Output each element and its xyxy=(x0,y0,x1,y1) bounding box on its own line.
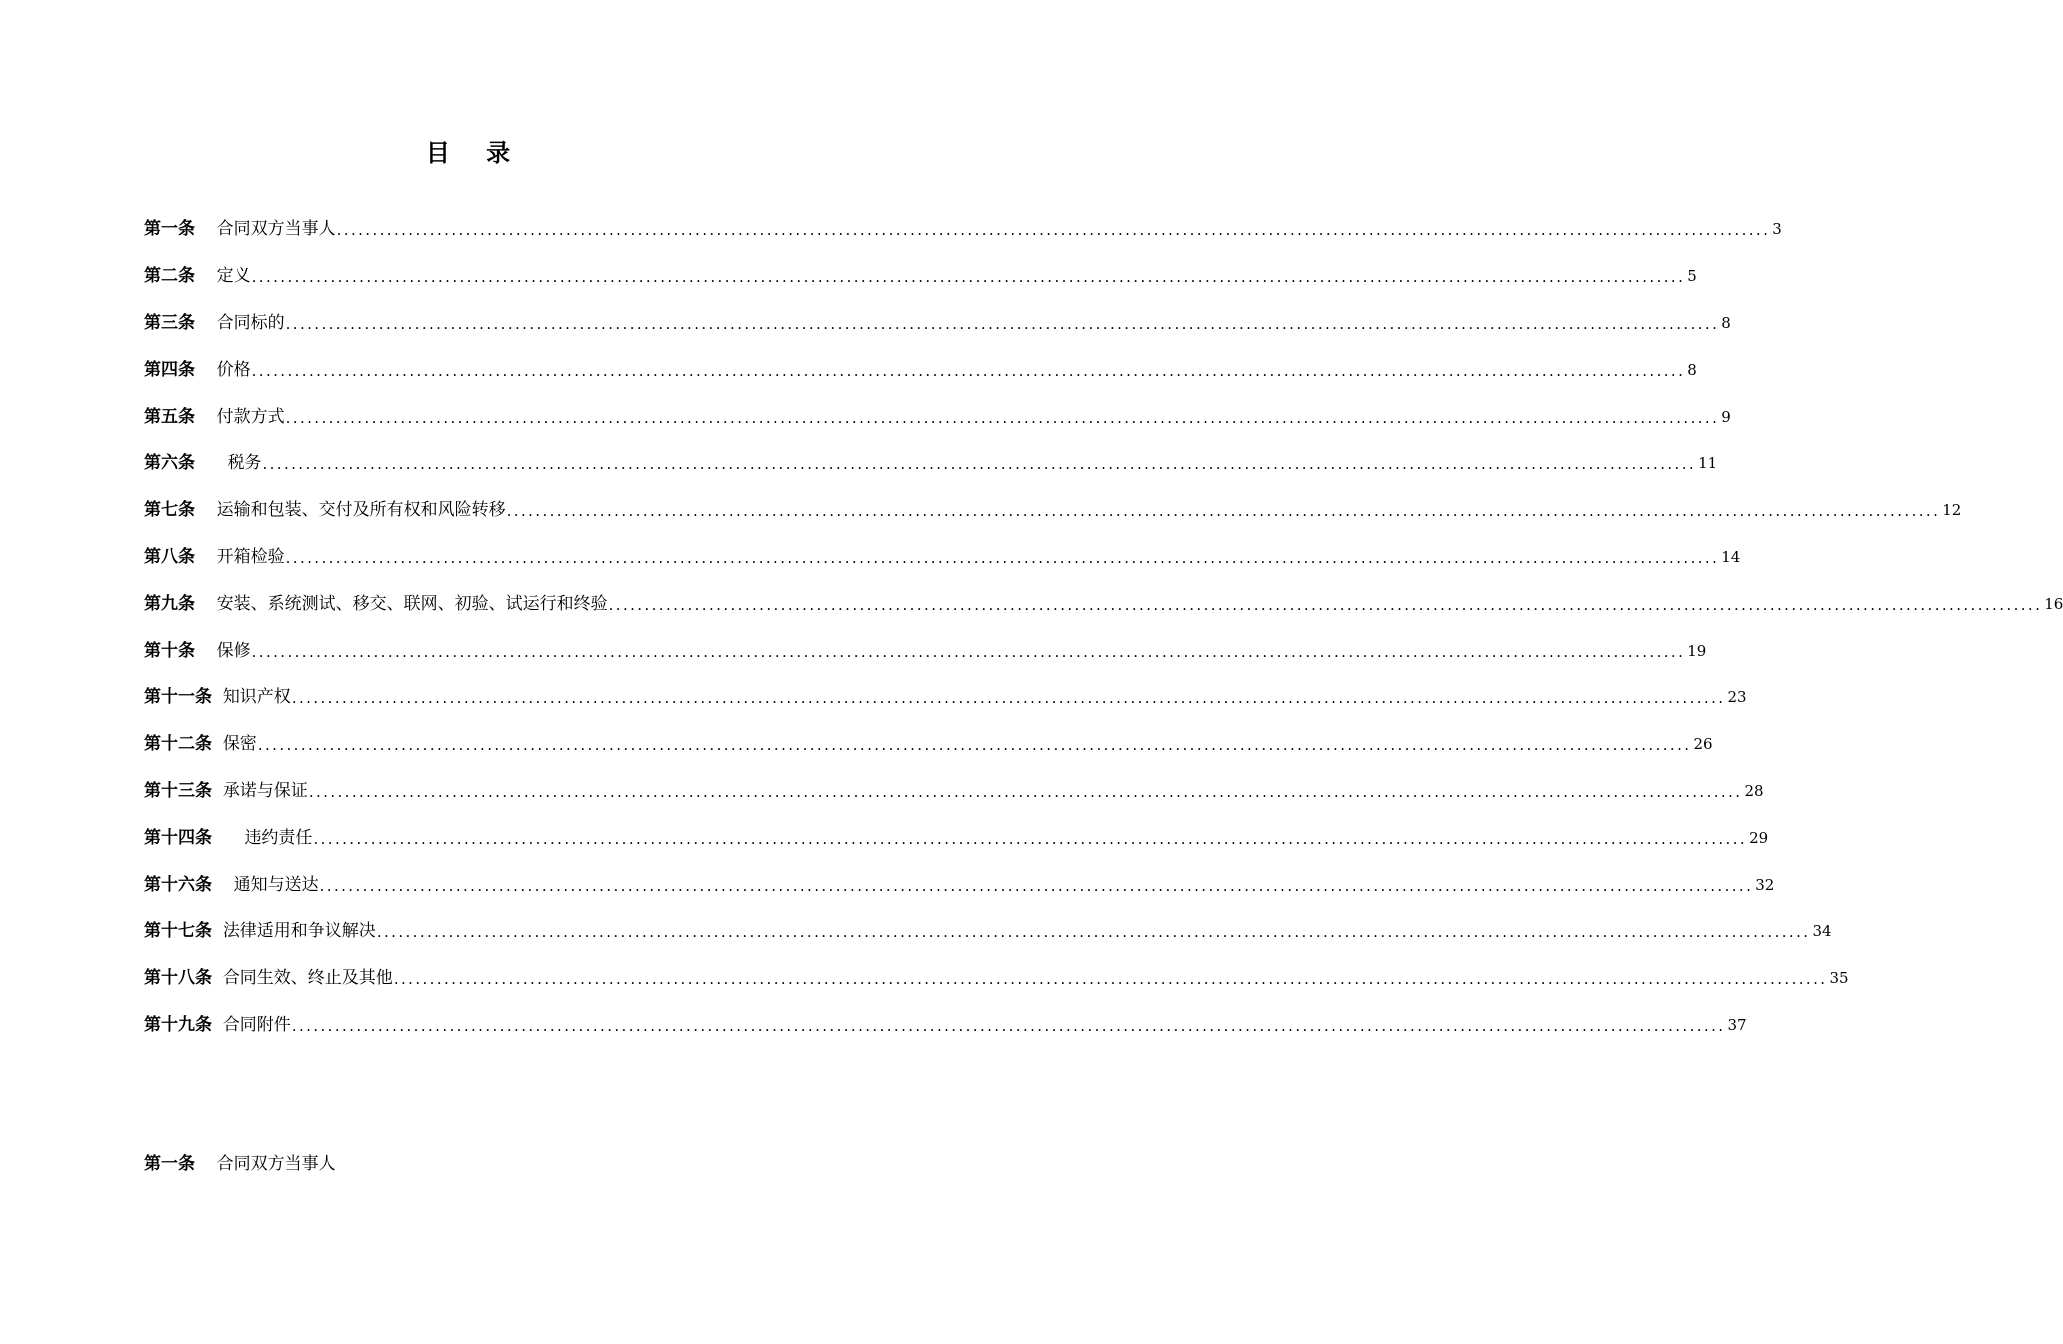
toc-list xyxy=(144,206,2063,1048)
toc-entry-leader: ........................................................................................................................................................................................................ xyxy=(251,361,1686,380)
toc-entry-leader: ........................................................................................................................................................................................................ xyxy=(376,923,1811,942)
toc-entry[interactable] xyxy=(144,346,1697,393)
toc-entry-number: 第十七条 xyxy=(144,921,212,942)
toc-entry-label: 合同标的 xyxy=(216,312,285,333)
toc-entry-gap xyxy=(195,312,217,334)
toc-entry-label: 合同双方当事人 xyxy=(216,219,336,240)
toc-entry-number: 第十九条 xyxy=(144,1014,212,1035)
toc-entry-label: 合同附件 xyxy=(222,1014,291,1035)
toc-entry-page-number: 19 xyxy=(1687,641,1707,660)
toc-entry-label: 通知与送达 xyxy=(233,874,319,895)
toc-entry[interactable] xyxy=(144,627,1707,674)
toc-entry[interactable] xyxy=(144,393,1731,440)
toc-entry[interactable] xyxy=(144,721,1713,768)
toc-entry-gap xyxy=(195,452,227,474)
toc-entry-label: 开箱检验 xyxy=(216,546,285,567)
toc-entry-number: 第十六条 xyxy=(144,874,212,895)
toc-entry-page-number: 8 xyxy=(1721,313,1731,332)
toc-entry-page-number: 16 xyxy=(2044,594,2063,613)
toc-entry-label: 保密 xyxy=(222,734,257,755)
toc-entry[interactable] xyxy=(144,206,1782,253)
toc-entry-gap xyxy=(195,218,217,240)
toc-entry-leader: ........................................................................................................................................................................................................ xyxy=(506,502,1941,521)
toc-entry-label: 知识产权 xyxy=(222,687,291,708)
toc-entry[interactable] xyxy=(144,1002,1747,1049)
toc-entry-label: 承诺与保证 xyxy=(222,780,308,801)
toc-entry-number: 第一条 xyxy=(144,219,195,240)
section-number: 第一条 xyxy=(144,1154,195,1174)
toc-entry-number: 第九条 xyxy=(144,593,195,614)
toc-entry-leader: ........................................................................................................................................................................................................ xyxy=(291,1016,1726,1035)
toc-entry[interactable] xyxy=(144,955,1849,1002)
toc-entry-gap xyxy=(212,686,223,708)
toc-entry[interactable] xyxy=(144,674,1747,721)
toc-entry[interactable] xyxy=(144,861,1775,908)
section-label: 合同双方当事人 xyxy=(216,1154,336,1174)
toc-entry[interactable] xyxy=(144,300,1731,347)
toc-entry-gap xyxy=(195,265,217,287)
toc-entry-gap xyxy=(195,406,217,428)
toc-entry-number: 第十八条 xyxy=(144,968,212,989)
toc-entry[interactable] xyxy=(144,814,1769,861)
section-heading xyxy=(144,1151,336,1177)
toc-entry-page-number: 8 xyxy=(1687,360,1697,379)
toc-entry-page-number: 14 xyxy=(1721,547,1741,566)
toc-entry-number: 第六条 xyxy=(144,453,195,474)
toc-entry-number: 第十三条 xyxy=(144,780,212,801)
toc-entry-label: 法律适用和争议解决 xyxy=(222,921,376,942)
toc-entry-page-number: 34 xyxy=(1812,922,1832,941)
toc-entry-gap xyxy=(212,920,223,942)
toc-title: 目 录 xyxy=(425,139,525,167)
toc-entry-gap xyxy=(212,874,234,896)
toc-entry-label: 违约责任 xyxy=(244,827,313,848)
toc-entry-page-number: 11 xyxy=(1698,454,1718,473)
toc-entry-number: 第十条 xyxy=(144,640,195,661)
toc-entry-number: 第四条 xyxy=(144,359,195,380)
section-gap xyxy=(195,1154,217,1174)
toc-entry[interactable] xyxy=(144,534,1741,581)
toc-entry-leader: ........................................................................................................................................................................................................ xyxy=(336,221,1771,240)
toc-entry[interactable] xyxy=(144,768,1764,815)
toc-entry-gap xyxy=(195,359,217,381)
toc-entry-gap xyxy=(195,593,217,615)
toc-entry-leader: ........................................................................................................................................................................................................ xyxy=(393,970,1828,989)
toc-entry-leader: ........................................................................................................................................................................................................ xyxy=(291,689,1726,708)
toc-entry-leader: ........................................................................................................................................................................................................ xyxy=(257,736,1692,755)
toc-entry-gap xyxy=(195,499,217,521)
toc-entry-leader: ........................................................................................................................................................................................................ xyxy=(251,268,1686,287)
toc-entry-number: 第十二条 xyxy=(144,734,212,755)
toc-entry-label: 保修 xyxy=(216,640,251,661)
toc-entry[interactable] xyxy=(144,253,1697,300)
toc-entry-gap xyxy=(212,967,223,989)
toc-entry-label: 税务 xyxy=(227,453,262,474)
toc-entry-leader: ........................................................................................................................................................................................................ xyxy=(308,782,1743,801)
toc-entry-label: 定义 xyxy=(216,266,251,287)
toc-entry-gap xyxy=(212,1014,223,1036)
toc-entry-label: 运输和包装、交付及所有权和风险转移 xyxy=(216,500,506,521)
toc-entry-page-number: 23 xyxy=(1727,688,1747,707)
toc-entry-leader: ........................................................................................................................................................................................................ xyxy=(285,408,1720,427)
toc-entry-leader: ........................................................................................................................................................................................................ xyxy=(608,595,2043,614)
toc-entry-label: 合同生效、终止及其他 xyxy=(222,968,393,989)
toc-entry-number: 第八条 xyxy=(144,546,195,567)
toc-entry-number: 第十一条 xyxy=(144,687,212,708)
toc-entry-leader: ........................................................................................................................................................................................................ xyxy=(285,314,1720,333)
toc-entry-leader: ........................................................................................................................................................................................................ xyxy=(313,829,1748,848)
toc-entry-number: 第五条 xyxy=(144,406,195,427)
toc-entry-label: 付款方式 xyxy=(216,406,285,427)
toc-entry-page-number: 37 xyxy=(1727,1015,1747,1034)
toc-entry[interactable] xyxy=(144,440,1718,487)
toc-entry-page-number: 32 xyxy=(1755,875,1775,894)
toc-entry[interactable] xyxy=(144,487,1962,534)
toc-entry-number: 第七条 xyxy=(144,500,195,521)
toc-entry-page-number: 26 xyxy=(1693,735,1713,754)
toc-entry-page-number: 12 xyxy=(1942,501,1962,520)
toc-entry-number: 第二条 xyxy=(144,266,195,287)
toc-entry-page-number: 9 xyxy=(1721,407,1731,426)
toc-entry-label: 价格 xyxy=(216,359,251,380)
toc-entry-gap xyxy=(195,546,217,568)
toc-entry-page-number: 29 xyxy=(1749,828,1769,847)
toc-entry-number: 第三条 xyxy=(144,312,195,333)
toc-entry-gap xyxy=(212,733,223,755)
toc-entry-page-number: 35 xyxy=(1829,969,1849,988)
toc-entry[interactable] xyxy=(144,580,2063,627)
toc-entry[interactable] xyxy=(144,908,1832,955)
toc-entry-page-number: 28 xyxy=(1744,781,1764,800)
toc-entry-gap xyxy=(212,827,244,849)
toc-entry-leader: ........................................................................................................................................................................................................ xyxy=(262,455,1697,474)
toc-entry-page-number: 5 xyxy=(1687,267,1697,286)
toc-entry-leader: ........................................................................................................................................................................................................ xyxy=(251,642,1686,661)
toc-entry-number: 第十四条 xyxy=(144,827,212,848)
toc-entry-page-number: 3 xyxy=(1772,220,1782,239)
toc-entry-leader: ........................................................................................................................................................................................................ xyxy=(319,876,1754,895)
toc-entry-gap xyxy=(195,640,217,662)
toc-entry-leader: ........................................................................................................................................................................................................ xyxy=(285,548,1720,567)
toc-entry-gap xyxy=(212,780,223,802)
toc-entry-label: 安装、系统测试、移交、联网、初验、试运行和终验 xyxy=(216,593,608,614)
